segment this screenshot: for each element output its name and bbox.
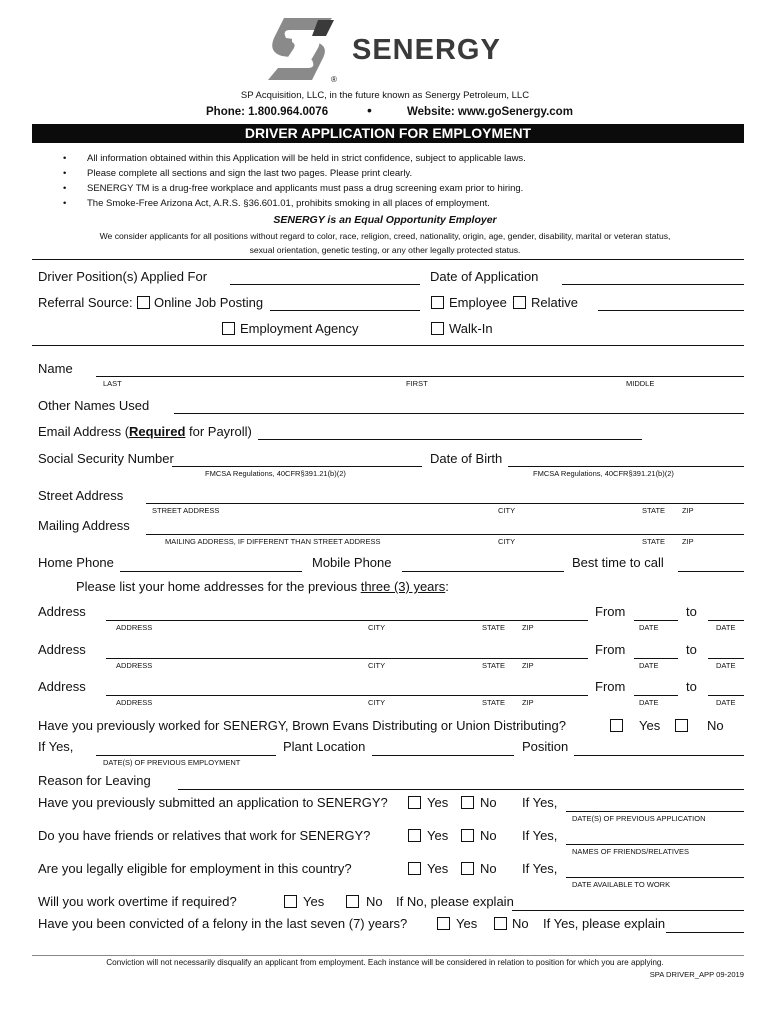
address-1-to-date-sub: DATE bbox=[716, 623, 736, 632]
overtime-yes-label: Yes bbox=[303, 894, 325, 909]
address-1-to-label: to bbox=[686, 604, 697, 619]
address-2-from-input[interactable] bbox=[634, 658, 678, 659]
prev-worked-if-yes-label: If Yes, bbox=[38, 739, 74, 754]
email-label bbox=[38, 424, 252, 439]
brand-name: SENERGY bbox=[352, 34, 501, 66]
date-application-input-line[interactable] bbox=[562, 284, 744, 285]
prev-worked-yes-label: Yes bbox=[639, 718, 661, 733]
address-3-from-date-sub: DATE bbox=[639, 698, 659, 707]
felony-yes-label: Yes bbox=[456, 916, 478, 931]
company-line: SP Acquisition, LLC, in the future known as Senergy Petroleum, LLC bbox=[240, 90, 530, 101]
walk-in-checkbox[interactable] bbox=[431, 322, 444, 335]
address-2-to-input[interactable] bbox=[708, 658, 744, 659]
address-3-from-input[interactable] bbox=[634, 695, 678, 696]
mailing-sub: MAILING ADDRESS, IF DIFFERENT THAN STREET ADDRESS bbox=[165, 537, 381, 546]
overtime-no-checkbox[interactable] bbox=[346, 895, 359, 908]
ssn-label: Social Security Number bbox=[38, 451, 174, 466]
best-time-input-line[interactable] bbox=[678, 571, 744, 572]
address-3-to-input[interactable] bbox=[708, 695, 744, 696]
friends-no-checkbox[interactable] bbox=[461, 829, 474, 842]
registered-mark: ® bbox=[331, 75, 337, 84]
address-2-zip-sub: ZIP bbox=[522, 661, 534, 670]
mailing-address-input-line[interactable] bbox=[146, 534, 744, 535]
email-required: Required bbox=[129, 424, 186, 439]
bullet-dot: • bbox=[63, 168, 67, 179]
eligible-no-label: No bbox=[480, 861, 497, 876]
street-city-sub: CITY bbox=[498, 506, 516, 515]
address-1-from-label: From bbox=[595, 604, 626, 619]
plant-location-input-line[interactable] bbox=[372, 755, 514, 756]
header-separator: • bbox=[367, 102, 372, 118]
friends-yes-checkbox[interactable] bbox=[408, 829, 421, 842]
mailing-zip-sub: ZIP bbox=[682, 537, 694, 546]
plant-location-label: Plant Location bbox=[283, 739, 366, 754]
address-3-label: Address bbox=[38, 679, 86, 694]
name-last-sub: LAST bbox=[103, 379, 122, 388]
ssn-fmcsa-sub: FMCSA Regulations, 40CFR§391.21(b)(2) bbox=[205, 469, 346, 478]
prev-b: : bbox=[445, 579, 449, 594]
employment-agency-label: Employment Agency bbox=[240, 321, 359, 336]
prev-emp-dates-sub: DATE(S) OF PREVIOUS EMPLOYMENT bbox=[103, 758, 241, 767]
submitted-sub: DATE(S) OF PREVIOUS APPLICATION bbox=[572, 814, 706, 823]
referral-label: Referral Source: bbox=[38, 295, 133, 310]
address-1-from-date-sub: DATE bbox=[639, 623, 659, 632]
dob-fmcsa-sub: FMCSA Regulations, 40CFR§391.21(b)(2) bbox=[533, 469, 674, 478]
other-names-label: Other Names Used bbox=[38, 398, 150, 413]
street-address-input-line[interactable] bbox=[146, 503, 744, 504]
position-held-label: Position bbox=[522, 739, 569, 754]
felony-explain-input-line[interactable] bbox=[666, 932, 744, 933]
felony-yes-checkbox[interactable] bbox=[437, 917, 450, 930]
online-input-line[interactable] bbox=[270, 310, 420, 311]
home-phone-input-line[interactable] bbox=[120, 571, 302, 572]
address-1-state-sub: STATE bbox=[482, 623, 506, 632]
senergy-logo-icon bbox=[264, 16, 336, 82]
address-3-zip-sub: ZIP bbox=[522, 698, 534, 707]
employment-agency-checkbox[interactable] bbox=[222, 322, 235, 335]
friends-sub: NAMES OF FRIENDS/RELATIVES bbox=[572, 847, 689, 856]
address-2-label: Address bbox=[38, 642, 86, 657]
employee-checkbox[interactable] bbox=[431, 296, 444, 309]
overtime-question: Will you work overtime if required? bbox=[38, 894, 237, 909]
prev-emp-dates-input-line[interactable] bbox=[96, 755, 276, 756]
eligible-if-yes-label: If Yes, bbox=[522, 861, 558, 876]
ssn-input-line[interactable] bbox=[172, 466, 422, 467]
address-1-city-sub: CITY bbox=[368, 623, 386, 632]
dob-label: Date of Birth bbox=[430, 451, 503, 466]
email-label-b: for Payroll) bbox=[185, 424, 252, 439]
address-1-label: Address bbox=[38, 604, 86, 619]
overtime-explain-input-line[interactable] bbox=[512, 910, 744, 911]
bullet-drug-free: SENERGY TM is a drug-free workplace and applicants must pass a drug screening exam prior to hiring. bbox=[87, 183, 524, 194]
bullet-confidentiality: All information obtained within this Application will be held in strict confidence, subject to applicable laws. bbox=[87, 153, 526, 164]
bullet-dot: • bbox=[63, 153, 67, 164]
prev-worked-no-label: No bbox=[707, 718, 724, 733]
eligible-no-checkbox[interactable] bbox=[461, 862, 474, 875]
eligible-yes-label: Yes bbox=[427, 861, 449, 876]
eeo-line-1: We consider applicants for all positions without regard to color, race, religion, creed, nationality, origin, age, gender, disability, marital or veteran status, bbox=[99, 231, 671, 241]
overtime-no-label: No bbox=[366, 894, 383, 909]
street-address-label: Street Address bbox=[38, 488, 124, 503]
employee-label: Employee bbox=[449, 295, 507, 310]
mobile-phone-input-line[interactable] bbox=[402, 571, 564, 572]
website: Website: www.goSenergy.com bbox=[407, 106, 573, 118]
reason-leaving-input-line[interactable] bbox=[178, 789, 744, 790]
overtime-yes-checkbox[interactable] bbox=[284, 895, 297, 908]
divider bbox=[32, 345, 744, 346]
name-middle-sub: MIDDLE bbox=[626, 379, 655, 388]
date-application-label: Date of Application bbox=[430, 269, 539, 284]
eligible-sub: DATE AVAILABLE TO WORK bbox=[572, 880, 671, 889]
submitted-yes-checkbox[interactable] bbox=[408, 796, 421, 809]
address-2-from-label: From bbox=[595, 642, 626, 657]
address-2-to-date-sub: DATE bbox=[716, 661, 736, 670]
online-job-posting-label: Online Job Posting bbox=[154, 295, 264, 310]
relative-checkbox[interactable] bbox=[513, 296, 526, 309]
name-first-sub: FIRST bbox=[406, 379, 428, 388]
mobile-phone-label: Mobile Phone bbox=[312, 555, 392, 570]
submitted-application-question: Have you previously submitted an application to SENERGY? bbox=[38, 795, 388, 810]
footer-note: Conviction will not necessarily disqualify an applicant from employment. Each instance will be considered in relation to position for which you are applying. bbox=[106, 958, 664, 967]
address-3-to-label: to bbox=[686, 679, 697, 694]
friends-no-label: No bbox=[480, 828, 497, 843]
address-1-sub: ADDRESS bbox=[116, 623, 153, 632]
name-input-line[interactable] bbox=[96, 376, 744, 377]
prev-three-years: three (3) years bbox=[360, 579, 446, 594]
address-3-to-date-sub: DATE bbox=[716, 698, 736, 707]
footer-divider bbox=[32, 955, 744, 956]
felony-no-label: No bbox=[512, 916, 529, 931]
best-time-label: Best time to call bbox=[572, 555, 664, 570]
address-2-to-label: to bbox=[686, 642, 697, 657]
eligible-yes-checkbox[interactable] bbox=[408, 862, 421, 875]
relative-label: Relative bbox=[531, 295, 578, 310]
address-2-input-line[interactable] bbox=[106, 658, 588, 659]
address-2-state-sub: STATE bbox=[482, 661, 506, 670]
previous-addresses-instruction bbox=[76, 579, 449, 594]
submitted-input-line[interactable] bbox=[566, 811, 744, 812]
submitted-no-checkbox[interactable] bbox=[461, 796, 474, 809]
reason-leaving-label: Reason for Leaving bbox=[38, 773, 151, 788]
online-job-posting-checkbox[interactable] bbox=[137, 296, 150, 309]
submitted-yes-label: Yes bbox=[427, 795, 449, 810]
name-label: Name bbox=[38, 361, 73, 376]
position-input-line[interactable] bbox=[230, 284, 420, 285]
friends-yes-label: Yes bbox=[427, 828, 449, 843]
address-1-to-input[interactable] bbox=[708, 620, 744, 621]
submitted-no-label: No bbox=[480, 795, 497, 810]
felony-no-checkbox[interactable] bbox=[494, 917, 507, 930]
position-held-input-line[interactable] bbox=[574, 755, 744, 756]
phone-number: Phone: 1.800.964.0076 bbox=[206, 106, 329, 118]
dob-input-line[interactable] bbox=[508, 466, 744, 467]
eeo-heading: SENERGY is an Equal Opportunity Employer bbox=[273, 214, 497, 226]
prev-worked-question: Have you previously worked for SENERGY, Brown Evans Distributing or Union Distributing? bbox=[38, 718, 566, 733]
bullet-complete-sections: Please complete all sections and sign the last two pages. Please print clearly. bbox=[87, 168, 413, 179]
submitted-if-yes-label: If Yes, bbox=[522, 795, 558, 810]
form-code: SPA DRIVER_APP 09-2019 bbox=[649, 970, 744, 979]
address-1-from-input[interactable] bbox=[634, 620, 678, 621]
address-1-zip-sub: ZIP bbox=[522, 623, 534, 632]
eeo-line-2: sexual orientation, genetic testing, or any other legally protected status. bbox=[249, 245, 521, 255]
address-3-state-sub: STATE bbox=[482, 698, 506, 707]
street-state-sub: STATE bbox=[642, 506, 666, 515]
prev-worked-no-checkbox[interactable] bbox=[675, 719, 688, 732]
other-names-input-line[interactable] bbox=[174, 413, 744, 414]
prev-a: Please list your home addresses for the previous bbox=[76, 579, 361, 594]
address-3-sub: ADDRESS bbox=[116, 698, 153, 707]
street-zip-sub: ZIP bbox=[682, 506, 694, 515]
address-2-city-sub: CITY bbox=[368, 661, 386, 670]
friends-if-yes-label: If Yes, bbox=[522, 828, 558, 843]
home-phone-label: Home Phone bbox=[38, 555, 114, 570]
prev-worked-yes-checkbox[interactable] bbox=[610, 719, 623, 732]
email-label-a: Email Address ( bbox=[38, 424, 130, 439]
felony-if-yes-label: If Yes, please explain bbox=[543, 916, 666, 931]
address-3-from-label: From bbox=[595, 679, 626, 694]
address-3-city-sub: CITY bbox=[368, 698, 386, 707]
felony-question: Have you been convicted of a felony in the last seven (7) years? bbox=[38, 916, 408, 931]
overtime-if-no-label: If No, please explain bbox=[396, 894, 514, 909]
bullet-smoke-free: The Smoke-Free Arizona Act, A.R.S. §36.601.01, prohibits smoking in all places of employment. bbox=[87, 198, 490, 209]
relative-input-line[interactable] bbox=[598, 310, 744, 311]
divider bbox=[32, 259, 744, 260]
street-sub: STREET ADDRESS bbox=[152, 506, 220, 515]
bullet-dot: • bbox=[63, 198, 67, 209]
eligible-question: Are you legally eligible for employment in this country? bbox=[38, 861, 352, 876]
position-label: Driver Position(s) Applied For bbox=[38, 269, 208, 284]
mailing-city-sub: CITY bbox=[498, 537, 516, 546]
page-title: DRIVER APPLICATION FOR EMPLOYMENT bbox=[32, 124, 744, 143]
eligible-input-line[interactable] bbox=[566, 877, 744, 878]
email-input-line[interactable] bbox=[258, 439, 642, 440]
address-1-input-line[interactable] bbox=[106, 620, 588, 621]
address-2-sub: ADDRESS bbox=[116, 661, 153, 670]
senergy-logo bbox=[264, 16, 336, 82]
walk-in-label: Walk-In bbox=[449, 321, 493, 336]
bullet-dot: • bbox=[63, 183, 67, 194]
friends-input-line[interactable] bbox=[566, 844, 744, 845]
address-2-from-date-sub: DATE bbox=[639, 661, 659, 670]
address-3-input-line[interactable] bbox=[106, 695, 588, 696]
mailing-address-label: Mailing Address bbox=[38, 518, 130, 533]
friends-question: Do you have friends or relatives that work for SENERGY? bbox=[38, 828, 371, 843]
mailing-state-sub: STATE bbox=[642, 537, 666, 546]
